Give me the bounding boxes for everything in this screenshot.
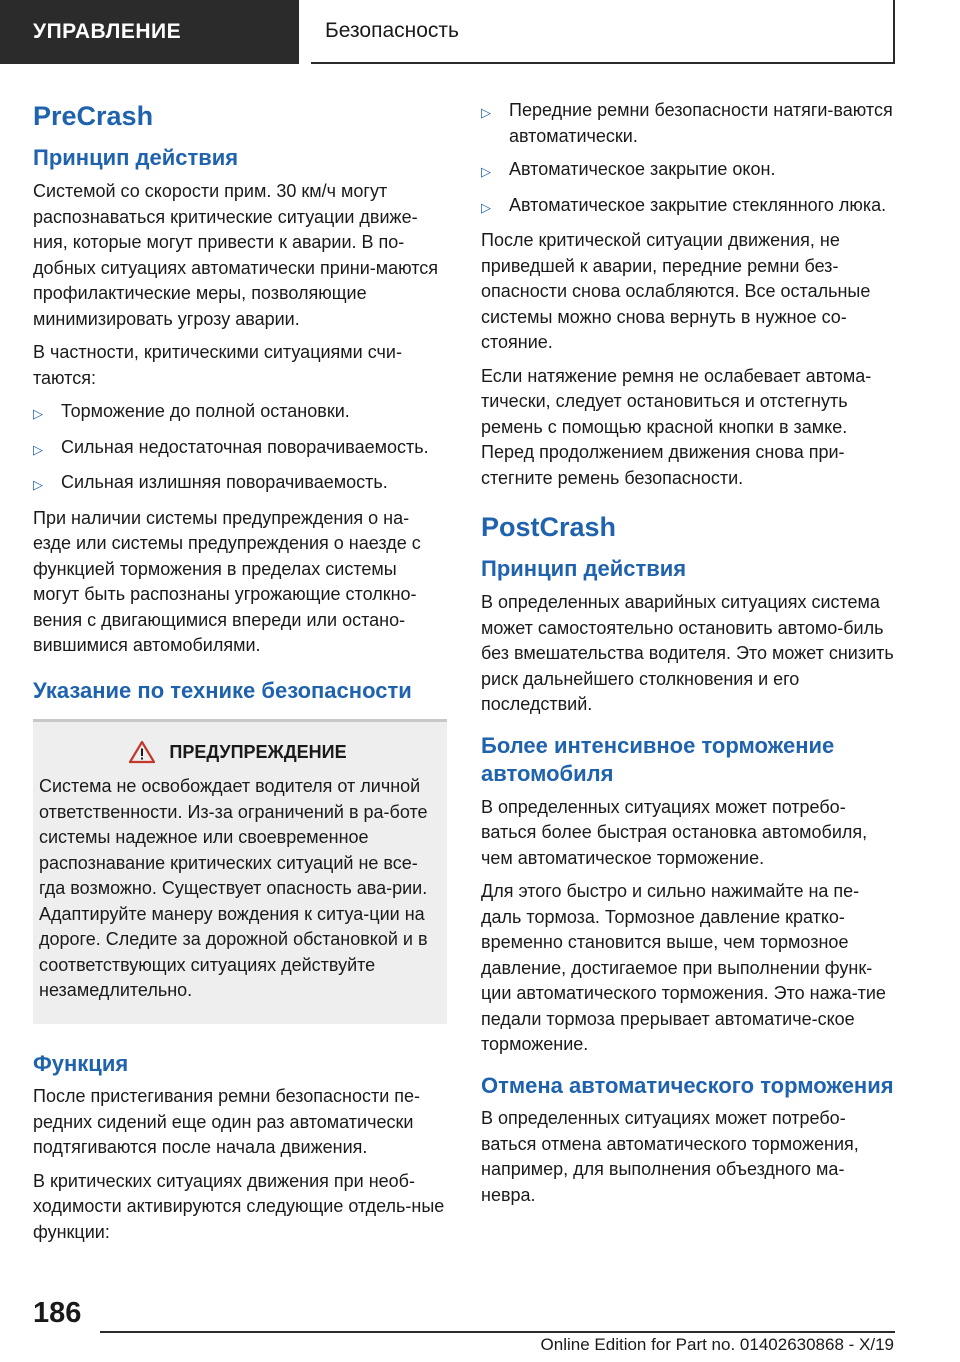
paragraph: В частности, критическими ситуациями счи-таются: (33, 342, 402, 388)
paragraph: В определенных ситуациях может потребо-ваться отмена автоматического торможения, например, для выполнения объездного ма-невра. (481, 1108, 859, 1205)
list-item (481, 157, 895, 185)
triangle-right-icon: ▷ (481, 105, 491, 120)
precrash-title: PreCrash (33, 101, 154, 131)
paragraph: В определенных аварийных ситуациях система может самостоятельно остановить автомо-биль без вмешательства водителя. Это может снизить риск дальнейшего столкновения и его последствий. (481, 592, 894, 715)
paragraph: При наличии системы предупреждения о на-езде или системы предупреждения о наезде с функцией торможения в пределах системы могут быть распознаны угрожающие столкно-вения с двигающимися впереди или остано-вившимися автомобилями. (33, 507, 421, 656)
list-item-text: Торможение до полной остановки. (61, 401, 350, 422)
list-item (33, 399, 447, 427)
triangle-right-icon: ▷ (481, 164, 491, 179)
paragraph: После критической ситуации движения, не приведшей к аварии, передние ремни без-опасности снова ослабляются. Все остальные системы можно снова вернуть в нужное со-стояние. (481, 230, 871, 352)
warning-title (39, 740, 437, 764)
footer-divider (100, 1331, 895, 1333)
header-section-label: УПРАВЛЕНИЕ (33, 20, 182, 43)
paragraph: Если натяжение ремня не ослабевает автома-тически, следует остановиться и отстегнуть ремень с помощью красной кнопки в замке. Перед продолжением движения снова при-стегните ремень безопасности. (481, 365, 872, 488)
paragraph: В критических ситуациях движения при необ-ходимости активируются следующие отдель-ные функции: (33, 1170, 445, 1242)
cancel-heading: Отмена автоматического торможения (481, 1072, 894, 1098)
warning-text: Система не освобождает водителя от личной ответственности. Из-за ограничений в ра-боте системы надежное или своевременное распознавание критических ситуаций не все-гда возможно. Существует опасность ава-рии. Адаптируйте манеру вождения к ситуа-ции на дороге. Следите за дорожной обстановкой и в соответствующих ситуациях действуйте незамедлительно. (39, 776, 428, 1001)
list-item (481, 193, 895, 221)
paragraph: В определенных ситуациях может потребо-ваться более быстрая остановка автомобиля, чем автоматическое торможение. (481, 796, 868, 868)
list-item-text: Сильная недостаточная поворачиваемость. (61, 436, 429, 457)
footer-edition: Online Edition for Part no. 01402630868 - X/19 (540, 1335, 894, 1354)
list-item-text: Сильная излишняя поворачиваемость. (61, 472, 388, 493)
list-item (33, 435, 447, 463)
function-heading: Функция (33, 1050, 129, 1076)
triangle-right-icon: ▷ (481, 199, 491, 215)
warning-triangle-icon (129, 740, 155, 764)
header-topic-label: Безопасность (325, 19, 459, 42)
safety-heading: Указание по технике безопасности (33, 677, 412, 703)
list-item (481, 98, 895, 149)
triangle-right-icon: ▷ (33, 477, 43, 493)
postcrash-title: PostCrash (481, 512, 617, 542)
list-item-text: Передние ремни безопасности натяги-ваются автоматически. (509, 100, 893, 146)
paragraph: Системой со скорости прим. 30 км/ч могут распознаваться критические ситуации движе-ния, которые могут привести к аварии. В по-добных ситуациях автоматически прини-маются профилактические меры, позволяющие минимизировать угрозу аварии. (33, 181, 439, 329)
paragraph: После пристегивания ремни безопасности пе-редних сидений еще один раз автоматически подтягиваются после начала движения. (33, 1086, 420, 1158)
right-column (481, 98, 895, 1216)
left-column (33, 98, 447, 1253)
page-number: 186 (33, 1297, 82, 1329)
list-item-text: Автоматическое закрытие стеклянного люка. (509, 194, 887, 215)
list-item-text: Автоматическое закрытие окон. (509, 159, 776, 179)
precrash-principle-heading: Принцип действия (33, 145, 239, 171)
list-item (33, 470, 447, 498)
paragraph: Для этого быстро и сильно нажимайте на пе-даль тормоза. Тормозное давление кратко-временно становится выше, чем тормозное давление, достигаемое при выполнении функ-ции автоматического торможения. Это нажа-тие педали тормоза прерывает автоматиче-ское торможение. (481, 881, 886, 1055)
header-section (0, 0, 299, 64)
triangle-right-icon: ▷ (33, 406, 43, 422)
postcrash-principle-heading: Принцип действия (481, 556, 687, 582)
header-topic (311, 0, 895, 64)
warning-box (33, 722, 447, 1024)
warning-title-text: ПРЕДУПРЕЖДЕНИЕ (169, 741, 347, 762)
triangle-right-icon: ▷ (33, 441, 43, 457)
braking-heading: Более интенсивное торможение автомобиля (481, 732, 835, 787)
